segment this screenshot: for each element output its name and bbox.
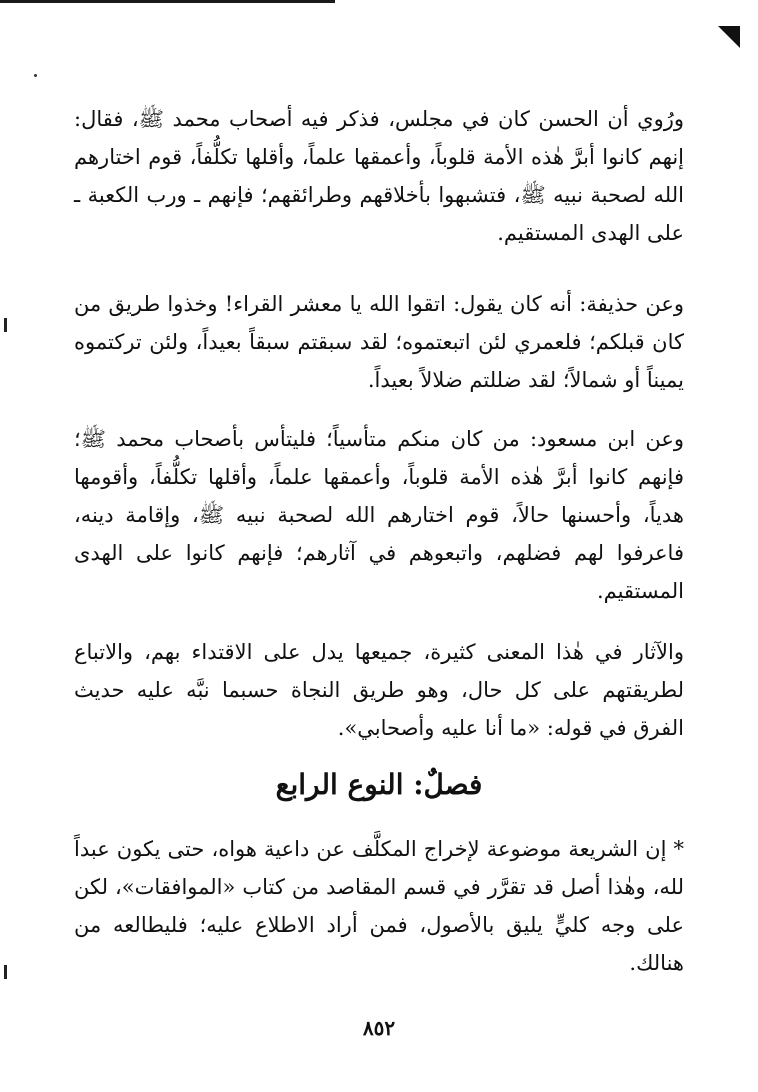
page-number: ٨٥٢ — [362, 1016, 396, 1040]
paragraph-hasan — [74, 100, 684, 252]
corner-triangle-mark — [718, 26, 740, 48]
paragraph-athar — [74, 633, 684, 747]
section-heading: فصلٌ: النوع الرابع — [275, 768, 483, 801]
paragraph-text: ورُوي أن الحسن كان في مجلس، فذكر فيه أصحاب محمد ﷺ، فقال: إنهم كانوا أبرَّ هٰذه الأمة قلوباً، وأعمقها علماً، وأقلها تكلُّفاً، قوم اختارهم الله لصحبة نبيه ﷺ، فتشبهوا بأخلاقهم وطرائقهم؛ فإنهم ـ ورب الكعبة ـ على الهدى المستقيم. — [74, 107, 684, 245]
scan-speck — [34, 74, 37, 77]
paragraph-text: * إن الشريعة موضوعة لإخراج المكلَّف عن داعية هواه، حتى يكون عبداً لله، وهٰذا أصل قد تقرَّر في قسم المقاصد من كتاب «الموافقات»، لكن على وجه كليٍّ يليق بالأصول، فمن أراد الاطلاع عليه؛ فليطالعه من هنالك. — [74, 837, 684, 975]
paragraph-text: والآثار في هٰذا المعنى كثيرة، جميعها يدل على الاقتداء بهم، والاتباع لطريقتهم على كل حال، وهو طريق النجاة حسبما نبَّه عليه حديث الفرق في قوله: «ما أنا عليه وأصحابي». — [74, 640, 684, 740]
paragraph-text: وعن ابن مسعود: من كان منكم متأسياً؛ فليتأس بأصحاب محمد ﷺ؛ فإنهم كانوا أبرَّ هٰذه الأمة قلوباً، وأعمقها علماً، وأقلها تكلُّفاً، وأقومها هدياً، وأحسنها حالاً، قوم اختارهم الله لصحبة نبيه ﷺ، وإقامة دينه، فاعرفوا لهم فضلهم، واتبعوهم في آثارهم؛ فإنهم كانوا على الهدى المستقيم. — [74, 427, 684, 603]
paragraph-hudhayfa — [74, 285, 684, 399]
paragraph-ibn-masud — [74, 420, 684, 610]
scan-edge-mark — [4, 965, 7, 979]
scan-edge-mark — [4, 318, 7, 332]
paragraph-text: وعن حذيفة: أنه كان يقول: اتقوا الله يا معشر القراء! وخذوا طريق من كان قبلكم؛ فلعمري لئن اتبعتموه؛ لقد سبقتم سبقاً بعيداً، ولئن تركتموه يميناً أو شمالاً؛ لقد ضللتم ضلالاً بعيداً. — [74, 292, 684, 392]
top-scan-rule — [0, 0, 335, 3]
paragraph-section-body — [74, 830, 684, 982]
